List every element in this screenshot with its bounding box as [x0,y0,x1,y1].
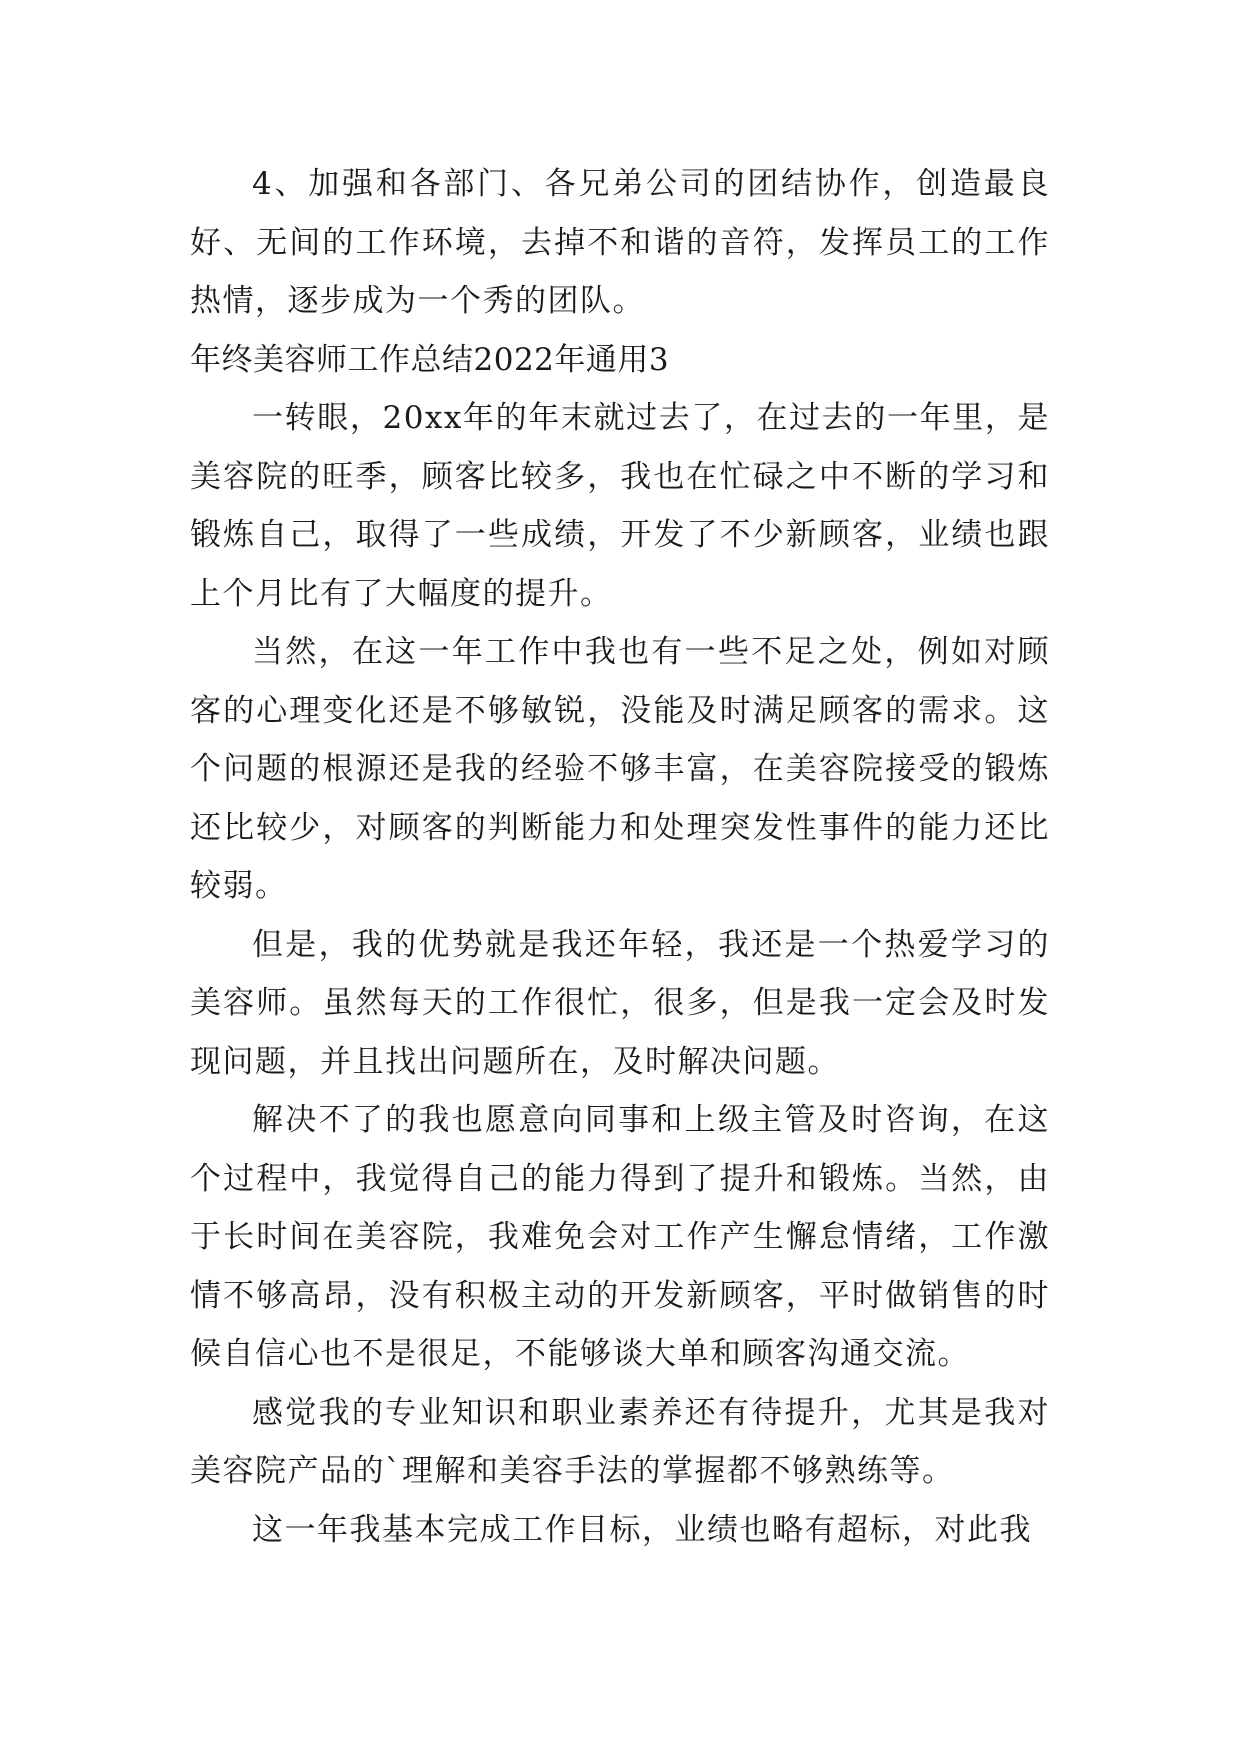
paragraph-item-4: 4、加强和各部门、各兄弟公司的团结协作，创造最良好、无间的工作环境，去掉不和谐的音符，发挥员工的工作热情，逐步成为一个秀的团队。 [190,166,1050,319]
paragraph-knowledge: 感觉我的专业知识和职业素养还有待提升，尤其是我对美容院产品的`理解和美容手法的掌握都不够熟练等。 [190,1394,1050,1489]
section-heading: 年终美容师工作总结2022年通用3 [190,341,670,378]
paragraph-intro: 一转眼，20xx年的年末就过去了，在过去的一年里，是美容院的旺季，顾客比较多，我也在忙碌之中不断的学习和锻炼自己，取得了一些成绩，开发了不少新顾客，业绩也跟上个月比有了大幅度的提升。 [190,400,1050,612]
paragraph-consultation: 解决不了的我也愿意向同事和上级主管及时咨询，在这个过程中，我觉得自己的能力得到了提升和锻炼。当然，由于长时间在美容院，我难免会对工作产生懈怠情绪，工作激情不够高昂，没有积极主动的开发新顾客，平时做销售的时候自信心也不是很足，不能够谈大单和顾客沟通交流。 [190,1102,1050,1372]
paragraph-shortcomings: 当然，在这一年工作中我也有一些不足之处，例如对顾客的心理变化还是不够敏锐，没能及时满足顾客的需求。这个问题的根源还是我的经验不够丰富，在美容院接受的锻炼还比较少，对顾客的判断能力和处理突发性事件的能力还比较弱。 [190,634,1050,904]
paragraph-strengths: 但是，我的优势就是我还年轻，我还是一个热爱学习的美容师。虽然每天的工作很忙，很多，但是我一定会及时发现问题，并且找出问题所在，及时解决问题。 [190,926,1050,1080]
paragraph-goals: 这一年我基本完成工作目标，业绩也略有超标，对此我 [252,1511,1032,1548]
document-body [190,155,1050,1559]
